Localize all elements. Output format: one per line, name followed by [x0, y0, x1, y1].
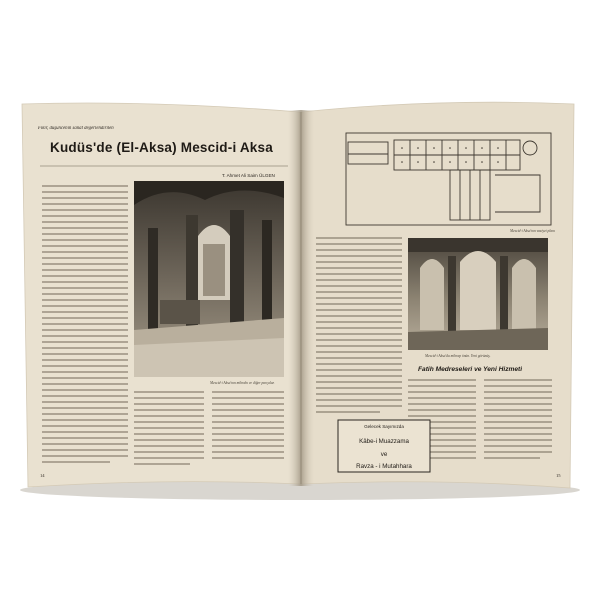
byline: T. Ahmet Ali Saim ÜLGEN: [222, 173, 275, 178]
plan-caption: Mescid-i Aksa'nın vaziyet planı: [510, 229, 555, 233]
page-number-right: 15: [556, 473, 561, 478]
announcement-line: Ravza - i Mutahhara: [356, 463, 412, 470]
announcement-line: Kâbe-i Muazzama: [359, 438, 409, 445]
mosque-interior-photo-right: [408, 238, 548, 350]
announcement-line: ve: [380, 451, 388, 458]
announcement-line: Gelecek Sayımızda: [364, 424, 404, 429]
running-head: Fikir, düşüncenin sanat değerlendirilen: [38, 126, 114, 131]
mosque-interior-photo-left: [134, 181, 284, 377]
page-number-left: 14: [40, 473, 45, 478]
right-photo-caption: Mescid-i Aksa'da mihrap önün. Yeni görünüş.: [425, 354, 491, 358]
left-text-column: [42, 186, 128, 462]
left-photo-caption: Mescid-i Aksa'nın mihrabı ve diğer parçalar.: [210, 381, 275, 385]
article-title: Kudüs'de (El-Aksa) Mescid-i Aksa: [50, 140, 273, 155]
section-heading: Fatih Medreseleri ve Yeni Hizmeti: [418, 366, 523, 373]
